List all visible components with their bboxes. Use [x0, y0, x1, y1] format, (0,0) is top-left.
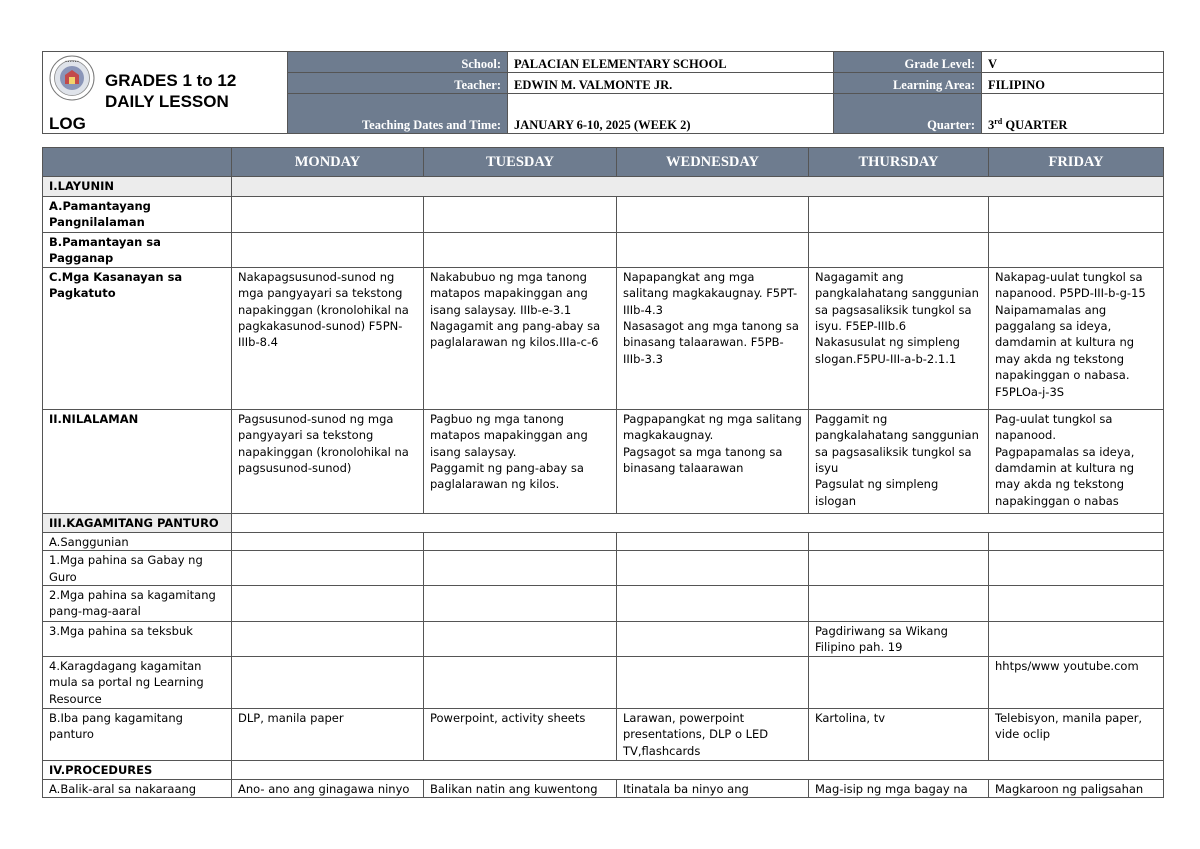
table-row	[43, 709, 1164, 761]
day-wednesday: WEDNESDAY	[617, 148, 809, 177]
section-row	[43, 513, 1164, 532]
grade-label: Grade Level:	[834, 52, 982, 73]
title-block	[43, 52, 288, 134]
kasanayan-thursday: Nagagamit ang pangkalahatang sanggunian sa pagsasaliksik tungkol sa isyu. F5EP-IIIb.6 Nakasusulat ng simpleng slogan.F5PU-III-a-b-2.1.1	[809, 267, 989, 409]
karagdagang-friday: hhtps/www youtube.com	[989, 657, 1164, 709]
kasanayan-monday: Nakapagsusunod-sunod ng mga pangyayari sa tekstong napakinggan (kronolohikal na pagkakasunod-sunod) F5PN-IIIb-8.4	[232, 267, 424, 409]
balik-thursday: Mag-isip ng mga bagay na	[809, 780, 989, 798]
iba-wednesday: Larawan, powerpoint presentations, DLP o LED TV,flashcards	[617, 709, 809, 761]
balik-monday: Ano- ano ang ginagawa ninyo	[232, 780, 424, 798]
dates-label: Teaching Dates and Time:	[288, 94, 508, 134]
day-friday: FRIDAY	[989, 148, 1164, 177]
teacher-value: EDWIN M. VALMONTE JR.	[508, 73, 834, 94]
balik-tuesday: Balikan natin ang kuwentong	[424, 780, 617, 798]
section-row	[43, 761, 1164, 780]
iba-friday: Telebisyon, manila paper, vide oclip	[989, 709, 1164, 761]
row-label-kagamitan: III.KAGAMITANG PANTURO	[43, 513, 232, 532]
section-row	[43, 177, 1164, 197]
row-label-iba: B.Iba pang kagamitang panturo	[43, 709, 232, 761]
iba-tuesday: Powerpoint, activity sheets	[424, 709, 617, 761]
school-label: School:	[288, 52, 508, 73]
row-label-balik: A.Balik-aral sa nakaraang	[43, 780, 232, 798]
table-row	[43, 409, 1164, 513]
table-row	[43, 780, 1164, 798]
day-header-row	[43, 148, 1164, 177]
row-label-nilalaman: II.NILALAMAN	[43, 409, 232, 513]
lesson-log-table	[42, 147, 1164, 798]
quarter-label: Quarter:	[834, 94, 982, 134]
day-thursday: THURSDAY	[809, 148, 989, 177]
table-row	[43, 586, 1164, 622]
area-label: Learning Area:	[834, 73, 982, 94]
balik-friday: Magkaroon ng paligsahan	[989, 780, 1164, 798]
area-value: FILIPINO	[982, 73, 1164, 94]
row-label-sanggunian: A.Sanggunian	[43, 532, 232, 550]
row-label-pamantayang: A.Pamantayang Pangnilalaman	[43, 197, 232, 233]
nilalaman-thursday: Paggamit ng pangkalahatang sanggunian sa pagsasaliksik tungkol sa isyu Pagsulat ng simpleng islogan	[809, 409, 989, 513]
row-label-gabay: 1.Mga pahina sa Gabay ng Guro	[43, 551, 232, 586]
iba-thursday: Kartolina, tv	[809, 709, 989, 761]
grade-value: V	[982, 52, 1164, 73]
table-row	[43, 233, 1164, 268]
nilalaman-friday: Pag-uulat tungkol sa napanood. Pagpapamalas sa ideya, damdamin at kultura ng may akda ng tekstong napakinggan o nabas	[989, 409, 1164, 513]
quarter-value: 3rd QUARTER	[982, 94, 1164, 134]
row-label-magaaral: 2.Mga pahina sa kagamitang pang-mag-aaral	[43, 586, 232, 622]
table-row	[43, 197, 1164, 233]
row-label-karagdagang: 4.Karagdagang kagamitan mula sa portal ng Learning Resource	[43, 657, 232, 709]
school-value: PALACIAN ELEMENTARY SCHOOL	[508, 52, 834, 73]
nilalaman-wednesday: Pagpapangkat ng mga salitang magkakaugnay. Pagsagot sa mga tanong sa binasang talaarawan	[617, 409, 809, 513]
nilalaman-tuesday: Pagbuo ng mga tanong matapos mapakinggan ang isang salaysay. Paggamit ng pang-abay sa paglalarawan ng kilos.	[424, 409, 617, 513]
row-label-teksbuk: 3.Mga pahina sa teksbuk	[43, 622, 232, 657]
svg-text:••••••: ••••••	[64, 59, 80, 64]
deped-seal-icon	[49, 55, 95, 101]
table-row	[43, 267, 1164, 409]
day-monday: MONDAY	[232, 148, 424, 177]
table-row	[43, 622, 1164, 657]
row-label-procedures: IV.PROCEDURES	[43, 761, 232, 780]
day-tuesday: TUESDAY	[424, 148, 617, 177]
dates-value: JANUARY 6-10, 2025 (WEEK 2)	[508, 94, 834, 134]
nilalaman-monday: Pagsusunod-sunod ng mga pangyayari sa tekstong napakinggan (kronolohikal na pagsusunod-sunod)	[232, 409, 424, 513]
table-row	[43, 551, 1164, 586]
row-label-layunin: I.LAYUNIN	[43, 177, 232, 197]
table-row	[43, 532, 1164, 550]
teacher-label: Teacher:	[288, 73, 508, 94]
title-daily-lesson: DAILY LESSON	[105, 92, 229, 111]
kasanayan-friday: Nakapag-uulat tungkol sa napanood. P5PD-III-b-g-15 Naipamamalas ang paggalang sa ideya, damdamin at kultura ng may akda ng tekstong napakinggan o nabasa. F5PLOa-j-3S	[989, 267, 1164, 409]
teksbuk-thursday: Pagdiriwang sa Wikang Filipino pah. 19	[809, 622, 989, 657]
title-log: LOG	[49, 114, 86, 133]
title-grades: GRADES 1 to 12	[105, 71, 237, 90]
kasanayan-wednesday: Napapangkat ang mga salitang magkakaugnay. F5PT-IIIb-4.3 Nasasagot ang mga tanong sa binasang talaarawan. F5PB-IIIb-3.3	[617, 267, 809, 409]
row-label-pagganap: B.Pamantayan sa Pagganap	[43, 233, 232, 268]
corner-header	[43, 148, 232, 177]
row-label-kasanayan: C.Mga Kasanayan sa Pagkatuto	[43, 267, 232, 409]
balik-wednesday: Itinatala ba ninyo ang	[617, 780, 809, 798]
iba-monday: DLP, manila paper	[232, 709, 424, 761]
header-table	[42, 51, 1164, 134]
table-row	[43, 657, 1164, 709]
kasanayan-tuesday: Nakabubuo ng mga tanong matapos mapakinggan ang isang salaysay. IIIb-e-3.1 Nagagamit ang pang-abay sa paglalarawan ng kilos.IIIa-c-6	[424, 267, 617, 409]
